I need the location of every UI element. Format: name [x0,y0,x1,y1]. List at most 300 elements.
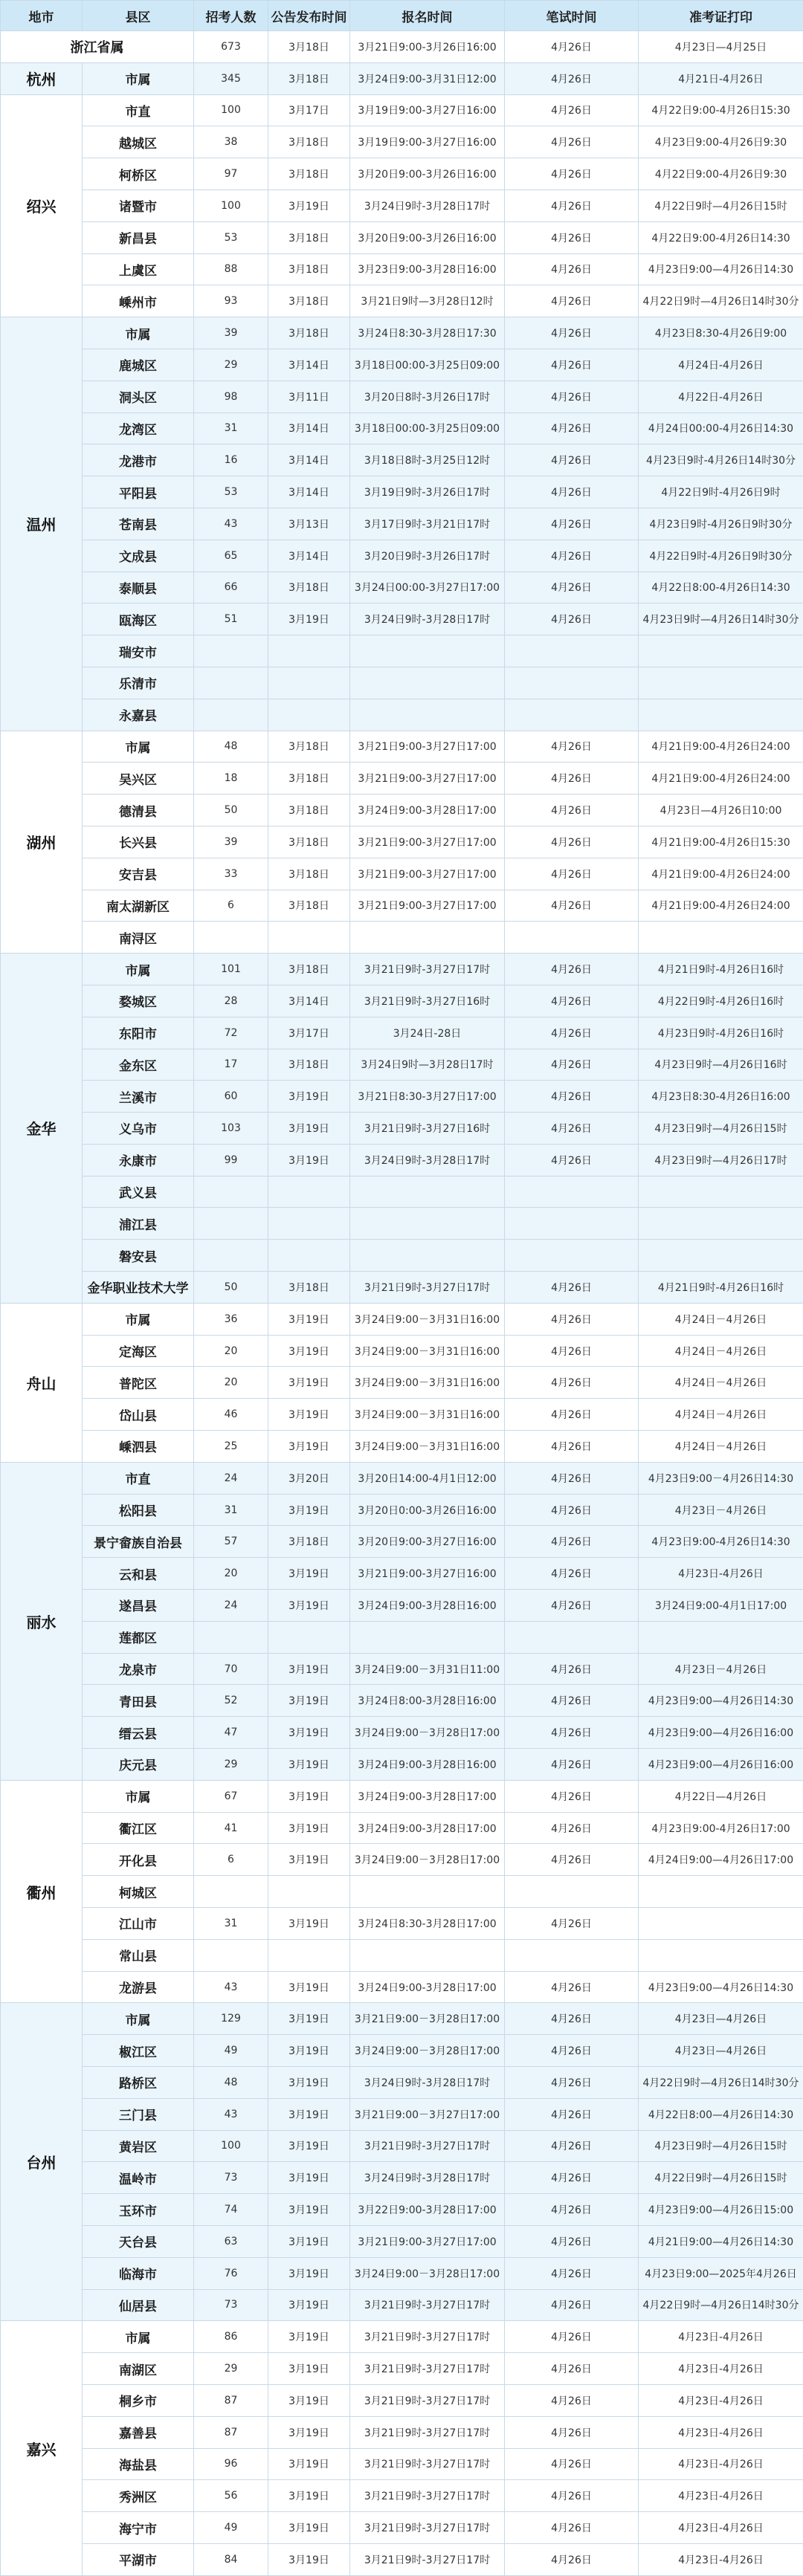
district-name: 浦江县 [83,1208,194,1240]
exam-date: 4月26日 [505,2448,639,2480]
registration-time: 3月21日9时-3月27日17时 [350,2289,505,2321]
registration-time: 3月21日9时-3月27日17时 [350,2416,505,2448]
exam-date: 4月26日 [505,1526,639,1558]
table-row [1,2321,803,2353]
recruit-count: 16 [194,444,268,476]
registration-time: 3月21日9时-3月27日17时 [350,2321,505,2353]
recruit-count: 50 [194,1272,268,1304]
ticket-print: 4月23日9:00—4月26日16:00 [639,1717,803,1749]
exam-date: 4月26日 [505,2353,639,2385]
district-name: 永康市 [83,1144,194,1176]
registration-time: 3月21日9时-3月27日17时 [350,2543,505,2575]
table-row [1,2448,803,2480]
ticket-print: 4月23日9:00-4月26日17:00 [639,1812,803,1844]
publish-date: 3月11日 [268,381,350,412]
district-name: 市属 [83,1303,194,1335]
registration-time: 3月21日9:00-3月27日17:00 [350,826,505,858]
exam-date: 4月26日 [505,1144,639,1176]
publish-date: 3月18日 [268,572,350,603]
city-group [1,954,803,1304]
exam-date: 4月26日 [505,2162,639,2194]
ticket-print: 4月21日9:00-4月26日24:00 [639,858,803,890]
publish-date: 3月14日 [268,540,350,572]
province-ticket-print: 4月23日—4月25日 [639,31,803,63]
table-row [1,954,803,986]
exam-date: 4月26日 [505,2130,639,2162]
exam-date: 4月26日 [505,2384,639,2416]
district-name: 龙湾区 [83,412,194,444]
registration-time: 3月24日8:30-3月28日17:00 [350,1908,505,1940]
exam-date: 4月26日 [505,1367,639,1399]
publish-date: 3月19日 [268,2416,350,2448]
ticket-print: 4月23日9:00—2025年4月26日 [639,2257,803,2289]
ticket-print: 4月23日9时—4月26日15时 [639,2130,803,2162]
exam-date: 4月26日 [505,221,639,253]
ticket-print: 4月23日-4月26日 [639,2512,803,2544]
exam-date: 4月26日 [505,2289,639,2321]
city-group [1,317,803,731]
district-name: 新昌县 [83,221,194,253]
registration-time: 3月24日-28日 [350,1017,505,1049]
registration-time: 3月21日9:00-3月27日17:00 [350,890,505,922]
table-row [1,731,803,763]
recruit-count: 57 [194,1526,268,1558]
registration-time: 3月19日9时-3月26日17时 [350,476,505,508]
publish-date: 3月18日 [268,158,350,190]
publish-date: 3月19日 [268,1431,350,1463]
table-row [1,2035,803,2067]
registration-time: 3月24日9:00-3月28日16:00 [350,1749,505,1781]
recruit-count: 86 [194,2321,268,2353]
table-row [1,1335,803,1367]
district-name: 安吉县 [83,858,194,890]
table-row [1,890,803,922]
ticket-print: 4月22日9时—4月26日15时 [639,190,803,221]
district-name: 苍南县 [83,508,194,540]
publish-date: 3月18日 [268,890,350,922]
district-name: 南太湖新区 [83,890,194,922]
ticket-print: 4月22日—4月26日 [639,1780,803,1812]
district-name: 三门县 [83,2098,194,2130]
province-name: 浙江省属 [1,31,194,63]
registration-time: 3月21日9时-3月27日16时 [350,1113,505,1145]
city-group [1,1780,803,2003]
exam-date: 4月26日 [505,508,639,540]
registration-time: 3月20日9:00-3月26日16:00 [350,221,505,253]
registration-time: 3月21日9时-3月27日16时 [350,985,505,1017]
ticket-print: 4月23日9时—4月26日15时 [639,1113,803,1145]
publish-date: 3月19日 [268,1749,350,1781]
ticket-print: 4月22日9:00-4月26日15:30 [639,94,803,126]
recruit-count: 6 [194,1844,268,1876]
table-row [1,1017,803,1049]
recruit-count: 63 [194,2225,268,2257]
recruit-count: 65 [194,540,268,572]
ticket-print [639,922,803,954]
registration-time: 3月24日9:00-3月28日17:00 [350,795,505,826]
ticket-print: 4月22日9时-4月26日9时 [639,476,803,508]
district-name: 仙居县 [83,2289,194,2321]
district-name: 金华职业技术大学 [83,1272,194,1304]
publish-date: 3月18日 [268,795,350,826]
recruit-count [194,1208,268,1240]
registration-time: 3月21日9时-3月27日17时 [350,2448,505,2480]
table-row [1,1908,803,1940]
city-name: 湖州 [1,731,83,954]
registration-time [350,922,505,954]
table-row [1,1208,803,1240]
ticket-print: 4月24日－4月26日 [639,1335,803,1367]
registration-time [350,635,505,667]
publish-date: 3月19日 [268,2257,350,2289]
recruit-count: 73 [194,2289,268,2321]
ticket-print: 4月23日9:00—4月26日14:30 [639,1685,803,1717]
exam-date [505,1208,639,1240]
recruit-count: 93 [194,285,268,317]
publish-date: 3月19日 [268,2162,350,2194]
publish-date: 3月18日 [268,1272,350,1304]
registration-time: 3月21日9时-3月27日17时 [350,2384,505,2416]
recruit-count: 36 [194,1303,268,1335]
recruit-count: 103 [194,1113,268,1145]
district-name: 泰顺县 [83,572,194,603]
table-row [1,476,803,508]
table-row [1,285,803,317]
registration-time: 3月24日9:00－3月31日16:00 [350,1335,505,1367]
publish-date: 3月19日 [268,1590,350,1622]
ticket-print: 4月24日－4月26日 [639,1303,803,1335]
publish-date: 3月19日 [268,2225,350,2257]
exam-date: 4月26日 [505,444,639,476]
registration-time: 3月20日0:00-3月26日16:00 [350,1494,505,1526]
publish-date: 3月18日 [268,126,350,158]
ticket-print: 4月22日8:00-4月26日14:30 [639,572,803,603]
publish-date [268,1208,350,1240]
district-name: 柯城区 [83,1876,194,1908]
registration-time: 3月24日9:00－3月31日16:00 [350,1431,505,1463]
table-row [1,699,803,731]
province-group [1,31,803,63]
recruit-count: 60 [194,1081,268,1113]
district-name: 乐清市 [83,667,194,699]
registration-time: 3月19日9:00-3月27日16:00 [350,126,505,158]
recruit-count: 100 [194,190,268,221]
ticket-print: 4月21日-4月26日 [639,62,803,94]
publish-date [268,1876,350,1908]
publish-date: 3月18日 [268,1526,350,1558]
exam-date: 4月26日 [505,158,639,190]
ticket-print: 4月23日9:00-4月26日14:30 [639,1526,803,1558]
registration-time: 3月24日9时-3月28日17时 [350,2067,505,2099]
exam-date: 4月26日 [505,1558,639,1590]
city-group [1,94,803,317]
table-row [1,1399,803,1431]
table-row [1,2289,803,2321]
recruit-count: 98 [194,381,268,412]
exam-date: 4月26日 [505,1908,639,1940]
exam-date: 4月26日 [505,2543,639,2575]
table-row [1,253,803,285]
exam-date: 4月26日 [505,954,639,986]
publish-date [268,667,350,699]
registration-time: 3月21日9时—3月28日12时 [350,285,505,317]
recruit-count: 70 [194,1653,268,1685]
exam-date: 4月26日 [505,858,639,890]
recruit-count: 43 [194,2098,268,2130]
city-name: 台州 [1,2003,83,2321]
ticket-print: 4月23日—4月26日 [639,2035,803,2067]
recruit-count: 33 [194,858,268,890]
registration-time: 3月24日9:00－3月31日16:00 [350,1303,505,1335]
table-row [1,2353,803,2385]
recruit-count: 39 [194,317,268,349]
table-row [1,2257,803,2289]
registration-time: 3月24日9时-3月28日17时 [350,2162,505,2194]
city-group [1,731,803,954]
exam-date [505,667,639,699]
exam-date [505,1176,639,1208]
recruit-count: 56 [194,2480,268,2512]
publish-date: 3月17日 [268,1017,350,1049]
exam-date: 4月26日 [505,2257,639,2289]
table-row [1,1780,803,1812]
ticket-print: 3月24日9:00-4月1日17:00 [639,1590,803,1622]
ticket-print: 4月23日－4月26日 [639,1494,803,1526]
ticket-print [639,1240,803,1272]
exam-date: 4月26日 [505,253,639,285]
publish-date: 3月14日 [268,349,350,381]
recruit-count: 29 [194,1749,268,1781]
recruit-count: 67 [194,1780,268,1812]
registration-time: 3月17日9时-3月21日17时 [350,508,505,540]
table-row [1,1176,803,1208]
recruit-count [194,1939,268,1971]
recruit-count: 24 [194,1462,268,1494]
ticket-print [639,635,803,667]
ticket-print: 4月23日-4月26日 [639,2353,803,2385]
recruit-count: 52 [194,1685,268,1717]
registration-time: 3月24日9:00-3月28日17:00 [350,1780,505,1812]
recruit-count: 97 [194,158,268,190]
exam-date: 4月26日 [505,285,639,317]
publish-date: 3月19日 [268,2448,350,2480]
publish-date: 3月19日 [268,1812,350,1844]
table-row [1,444,803,476]
exam-date: 4月26日 [505,1431,639,1463]
recruit-count [194,1176,268,1208]
table-row [1,2162,803,2194]
exam-date: 4月26日 [505,1017,639,1049]
table-row [1,572,803,603]
ticket-print: 4月24日－4月26日 [639,1367,803,1399]
city-name: 温州 [1,317,83,731]
table-row [1,1240,803,1272]
table-row [1,1590,803,1622]
recruit-count: 72 [194,1017,268,1049]
province-row [1,31,803,63]
registration-time: 3月24日9时-3月28日17时 [350,190,505,221]
district-name: 长兴县 [83,826,194,858]
registration-time: 3月21日9时-3月27日17时 [350,2130,505,2162]
registration-time: 3月21日9:00-3月27日16:00 [350,1558,505,1590]
table-row [1,1558,803,1590]
ticket-print: 4月22日-4月26日 [639,381,803,412]
publish-date: 3月19日 [268,2130,350,2162]
registration-time: 3月24日8:00-3月28日16:00 [350,1685,505,1717]
recruit-count: 28 [194,985,268,1017]
publish-date: 3月19日 [268,2353,350,2385]
recruit-count: 50 [194,795,268,826]
recruit-count: 25 [194,1431,268,1463]
registration-time: 3月21日9:00-3月27日17:00 [350,763,505,795]
recruit-count: 53 [194,476,268,508]
district-name: 龙港市 [83,444,194,476]
registration-time [350,1621,505,1653]
registration-time: 3月18日00:00-3月25日09:00 [350,412,505,444]
district-name: 莲都区 [83,1621,194,1653]
publish-date: 3月19日 [268,2003,350,2035]
ticket-print: 4月23日-4月26日 [639,2321,803,2353]
table-row [1,1144,803,1176]
recruit-count: 31 [194,1908,268,1940]
recruit-count: 87 [194,2416,268,2448]
exam-date: 4月26日 [505,763,639,795]
ticket-print: 4月23日-4月26日 [639,2480,803,2512]
publish-date: 3月19日 [268,1780,350,1812]
publish-date: 3月18日 [268,221,350,253]
exam-date: 4月26日 [505,62,639,94]
city-group [1,2321,803,2575]
recruit-count [194,635,268,667]
exam-date: 4月26日 [505,2067,639,2099]
district-name: 秀洲区 [83,2480,194,2512]
ticket-print: 4月22日9时-4月26日16时 [639,985,803,1017]
ticket-print: 4月24日－4月26日 [639,1431,803,1463]
exam-date: 4月26日 [505,476,639,508]
ticket-print [639,1176,803,1208]
publish-date: 3月19日 [268,1399,350,1431]
ticket-print: 4月23日9:00－4月26日14:30 [639,1462,803,1494]
table-row [1,1653,803,1685]
recruit-count: 96 [194,2448,268,2480]
recruit-count: 48 [194,2067,268,2099]
ticket-print [639,1939,803,1971]
table-row [1,412,803,444]
recruit-count: 43 [194,508,268,540]
registration-time: 3月24日9时—3月28日17时 [350,1049,505,1081]
ticket-print: 4月22日9:00-4月26日9:30 [639,158,803,190]
recruit-count: 31 [194,1494,268,1526]
registration-time: 3月24日9:00-3月28日17:00 [350,1971,505,2003]
district-name: 市直 [83,94,194,126]
ticket-print: 4月23日－4月26日 [639,1653,803,1685]
recruit-count: 47 [194,1717,268,1749]
publish-date: 3月19日 [268,1844,350,1876]
district-name: 柯桥区 [83,158,194,190]
district-name: 义乌市 [83,1113,194,1145]
exam-date: 4月26日 [505,1049,639,1081]
recruit-count: 101 [194,954,268,986]
ticket-print: 4月23日9:00—4月26日14:30 [639,253,803,285]
recruit-count: 49 [194,2035,268,2067]
district-name: 文成县 [83,540,194,572]
registration-time: 3月24日9时-3月28日17时 [350,603,505,635]
publish-date: 3月14日 [268,476,350,508]
recruit-count: 20 [194,1367,268,1399]
publish-date: 3月18日 [268,954,350,986]
registration-time [350,667,505,699]
ticket-print: 4月23日9时—4月26日14时30分 [639,603,803,635]
publish-date: 3月19日 [268,2384,350,2416]
exam-date: 4月26日 [505,1971,639,2003]
ticket-print: 4月23日9:00-4月26日9:30 [639,126,803,158]
exam-date [505,1621,639,1653]
recruit-count: 29 [194,349,268,381]
city-group [1,62,803,94]
registration-time: 3月21日9时-3月27日17时 [350,954,505,986]
exam-date: 4月26日 [505,1780,639,1812]
city-name: 舟山 [1,1303,83,1462]
registration-time: 3月22日9:00-3月28日17:00 [350,2194,505,2226]
ticket-print: 4月24日00:00-4月26日14:30 [639,412,803,444]
ticket-print: 4月23日-4月26日 [639,2384,803,2416]
publish-date: 3月18日 [268,317,350,349]
registration-time: 3月21日9:00－3月27日17:00 [350,2098,505,2130]
publish-date: 3月19日 [268,1113,350,1145]
header-exam-date: 笔试时间 [505,1,639,31]
table-row [1,1939,803,1971]
table-row [1,1844,803,1876]
table-row [1,349,803,381]
publish-date: 3月19日 [268,2321,350,2353]
publish-date [268,1176,350,1208]
publish-date: 3月19日 [268,1303,350,1335]
exam-date: 4月26日 [505,985,639,1017]
ticket-print [639,1876,803,1908]
registration-time: 3月24日9时-3月28日17时 [350,1144,505,1176]
registration-time: 3月24日9:00-3月28日16:00 [350,1590,505,1622]
table-row [1,381,803,412]
exam-date: 4月26日 [505,126,639,158]
district-name: 瓯海区 [83,603,194,635]
district-name: 南湖区 [83,2353,194,2385]
exam-date: 4月26日 [505,1812,639,1844]
registration-time [350,1208,505,1240]
ticket-print: 4月23日9:00—4月26日14:30 [639,1971,803,2003]
exam-date: 4月26日 [505,890,639,922]
district-name: 海宁市 [83,2512,194,2544]
publish-date: 3月19日 [268,1335,350,1367]
ticket-print: 4月22日9:00-4月26日14:30 [639,221,803,253]
district-name: 景宁畲族自治县 [83,1526,194,1558]
registration-time: 3月20日8时-3月26日17时 [350,381,505,412]
recruit-count: 39 [194,826,268,858]
province-publish-date: 3月18日 [268,31,350,63]
recruit-count: 88 [194,253,268,285]
district-name: 松阳县 [83,1494,194,1526]
registration-time: 3月20日9:00-3月27日16:00 [350,1526,505,1558]
ticket-print: 4月23日-4月26日 [639,2543,803,2575]
table-row [1,603,803,635]
publish-date: 3月18日 [268,826,350,858]
district-name: 普陀区 [83,1367,194,1399]
registration-time: 3月24日9:00－3月28日17:00 [350,1717,505,1749]
city-name: 嘉兴 [1,2321,83,2575]
registration-time: 3月21日9时-3月27日17时 [350,2480,505,2512]
recruit-count: 87 [194,2384,268,2416]
registration-time: 3月21日8:30-3月27日17:00 [350,1081,505,1113]
province-count: 673 [194,31,268,63]
